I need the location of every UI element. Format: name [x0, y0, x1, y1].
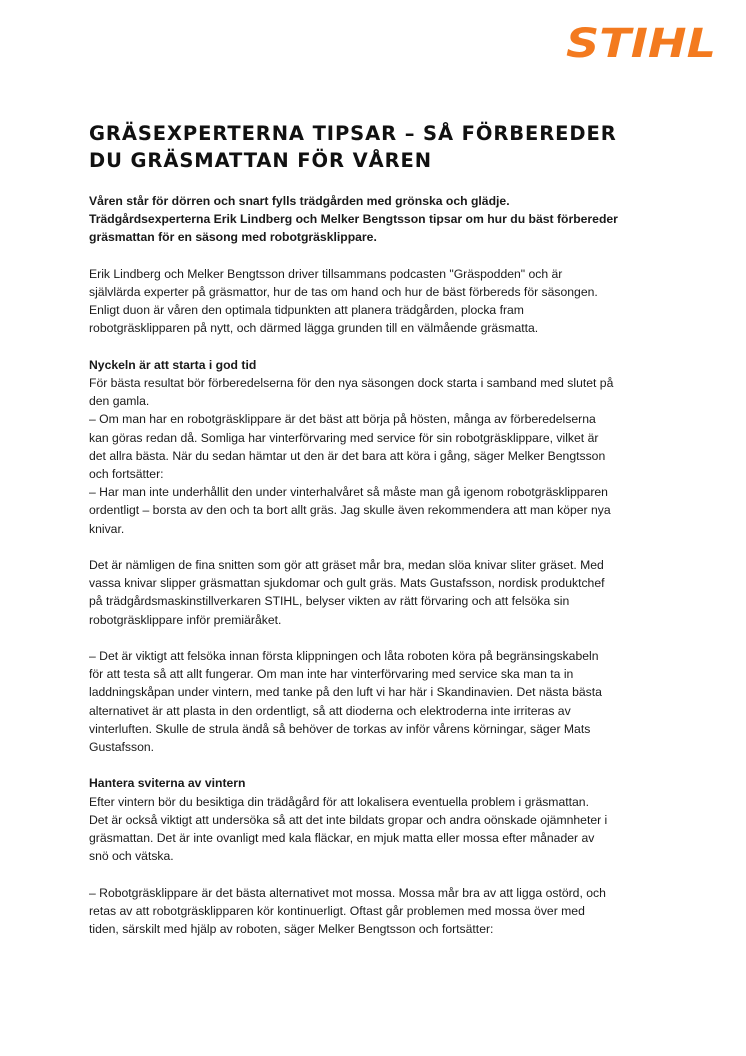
text-line: alternativet är att plasta in den ordentligt, så att dioderna och elektroderna inte irriteras av: [89, 703, 571, 718]
lead-paragraph: [89, 192, 674, 247]
text-line: på trädgårdsmaskinstillverkaren STIHL, belyser vikten av rätt förvaring och att felsöka sin: [89, 594, 570, 609]
svg-text:STIHL: STIHL: [566, 24, 716, 60]
text-line: – Det är viktigt att felsöka innan första klippningen och låta roboten köra på begränsingskabeln: [89, 649, 599, 664]
text-line: Enligt duon är våren den optimala tidpunkten att planera trädgården, plocka fram: [89, 303, 524, 318]
text-line: Gustafsson.: [89, 740, 155, 755]
quote-paragraph: [89, 647, 674, 756]
section-paragraph: [89, 356, 674, 538]
text-line: Erik Lindberg och Melker Bengtsson driver tillsammans podcasten "Gräspodden" och är: [89, 266, 563, 281]
text-line: för att testa så att allt fungerar. Om man inte har vinterförvaring med service ska man ta in: [89, 667, 574, 682]
text-line: ordentligt – borsta av den och ta bort allt gräs. Jag skulle även rekommendera att man köper nya: [89, 503, 611, 518]
text-line: gräsmattan för en säsong med robotgräsklippare.: [89, 230, 377, 245]
text-line: vassa knivar slipper gräsmattan sjukdomar och gult gräs. Mats Gustafsson, nordisk produktchef: [89, 576, 605, 591]
body-paragraph: [89, 556, 674, 629]
stihl-logo: [566, 24, 718, 60]
text-line: Våren står för dörren och snart fylls trädgården med grönska och glädje.: [89, 194, 510, 208]
text-line: gräsmattan. Det är inte ovanligt med kala fläckar, en mjuk matta eller mossa efter månader av: [89, 831, 595, 846]
quote-paragraph: [89, 884, 674, 939]
article-body: [89, 192, 674, 956]
document-title: [89, 120, 689, 174]
text-line: och fortsätter:: [89, 467, 164, 482]
text-line: Trädgårdsexperterna Erik Lindberg och Melker Bengtsson tipsar om hur du bäst förbereder: [89, 212, 618, 227]
text-line: retas av att robotgräsklipparen kör kontinuerligt. Oftast går problemen med mossa över med: [89, 903, 585, 918]
section-heading: Hantera sviterna av vintern: [89, 776, 246, 791]
text-line: laddningskåpan under vintern, med tanke på den luft vi har här i Skandinavien. Det nästa bästa: [89, 685, 602, 700]
text-line: vinterluften. Skulle de strula ändå så behöver de torkas av inför vårens körningar, säger Mats: [89, 721, 591, 736]
text-line: Det är också viktigt att undersöka så att det inte bildats gropar och andra oönskade ojämnheter i: [89, 812, 608, 827]
text-line: robotgräsklippare inför premiäråket.: [89, 612, 282, 627]
text-line: snö och vätska.: [89, 849, 174, 864]
text-line: – Om man har en robotgräsklippare är det bäst att börja på hösten, många av förberedelserna: [89, 412, 596, 427]
text-line: Efter vintern bör du besiktiga din trädågård för att lokalisera eventuella problem i gräsmattan.: [89, 794, 589, 809]
intro-paragraph: [89, 265, 674, 338]
text-line: kan göras redan då. Somliga har vinterförvaring med service för sin robotgräsklippare, vilket är: [89, 430, 599, 445]
section-paragraph: [89, 774, 674, 865]
text-line: robotgräsklipparen på nytt, och därmed lägga grunden till en välmående gräsmatta.: [89, 321, 539, 336]
title-line: DU GRÄSMATTAN FÖR VÅREN: [89, 149, 432, 172]
text-line: – Robotgräsklippare är det bästa alternativet mot mossa. Mossa mår bra av att ligga ostörd, och: [89, 885, 606, 900]
text-line: tiden, särskilt med hjälp av roboten, säger Melker Bengtsson och fortsätter:: [89, 922, 494, 937]
text-line: – Har man inte underhållit den under vinterhalvåret så måste man gå igenom robotgräsklipparen: [89, 485, 608, 500]
text-line: För bästa resultat bör förberedelserna för den nya säsongen dock starta i samband med slutet på: [89, 376, 614, 390]
text-line: Det är nämligen de fina snitten som gör att gräset mår bra, medan slöa knivar sliter gräset. Med: [89, 558, 604, 573]
text-line: självlärda experter på gräsmattor, hur de tas om hand och hur de bäst förbereds för säsongen.: [89, 285, 598, 299]
text-line: knivar.: [89, 521, 125, 536]
section-heading: Nyckeln är att starta i god tid: [89, 357, 257, 372]
text-line: det allra bästa. När du sedan hämtar ut den är det bara att köra i gång, säger Melker Bengtsson: [89, 448, 606, 463]
title-line: GRÄSEXPERTERNA TIPSAR – SÅ FÖRBEREDER: [89, 122, 617, 145]
text-line: den gamla.: [89, 394, 150, 409]
